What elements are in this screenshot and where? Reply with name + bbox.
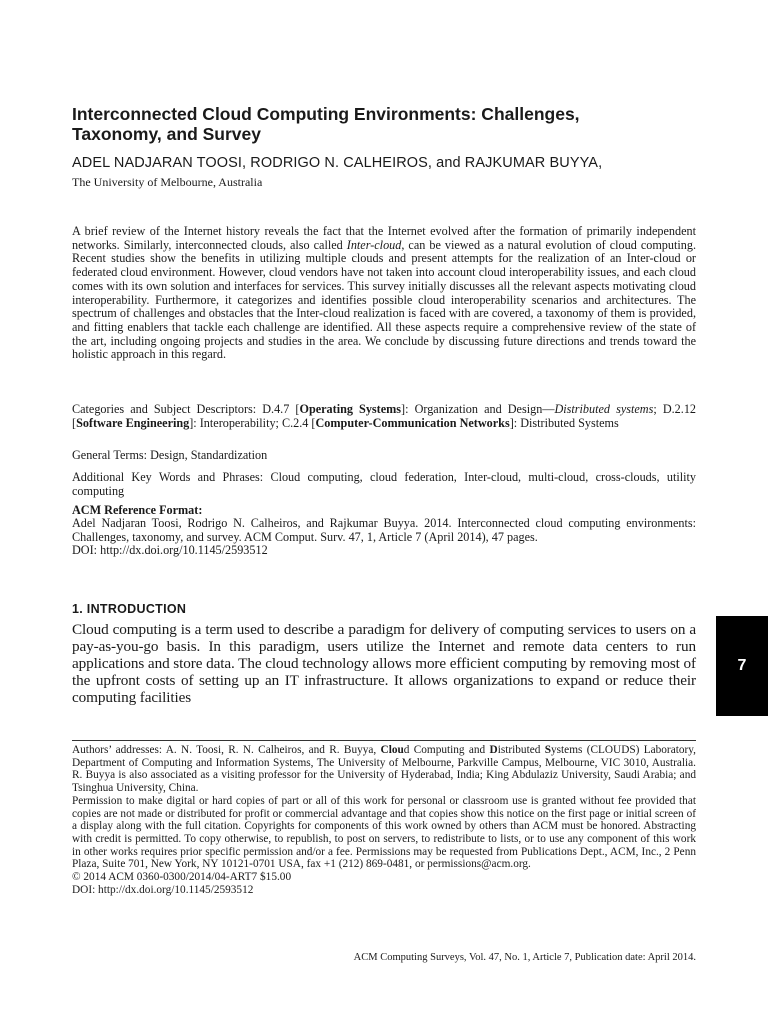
categories-text-2: ]: Organization and Design— bbox=[401, 402, 555, 416]
paper-title bbox=[72, 104, 696, 144]
abstract-part-1: A brief review of the Internet history reveals the fact that the Internet evolved after the formation of primarily independent networks. Similarly, interconnected clouds, also called bbox=[72, 224, 696, 252]
title-line-2: Taxonomy, and Survey bbox=[72, 124, 261, 144]
running-footer: ACM Computing Surveys, Vol. 47, No. 1, Article 7, Publication date: April 2014. bbox=[353, 952, 696, 963]
introduction-paragraph: Cloud computing is a term used to describe a paradigm for delivery of computing services to users on a pay-as-you-go basis. In this paradigm, users utilize the Internet and remote data centers to run applications and store data. The cloud technology allows more efficient computing by removing most of the upfront costs of setting up an IT infrastructure. It allows organizations to expand or reduce their computing facilities bbox=[72, 621, 696, 706]
addresses-text-1: Authors’ addresses: A. N. Toosi, R. N. Calheiros, and R. Buyya, bbox=[72, 744, 381, 756]
authors-addresses bbox=[72, 744, 696, 795]
footnote-block bbox=[72, 744, 696, 896]
footnote-divider bbox=[72, 740, 696, 741]
reference-format-heading: ACM Reference Format: bbox=[72, 503, 203, 517]
author-list: ADEL NADJARAN TOOSI, RODRIGO N. CALHEIROS, and RAJKUMAR BUYYA, bbox=[72, 155, 603, 171]
copyright-notice: © 2014 ACM 0360-0300/2014/04-ART7 $15.00 bbox=[72, 871, 292, 884]
abstract-part-2: , can be viewed as a natural evolution of cloud computing. Recent studies show the benefits in utilizing multiple clouds and present attempts for the realization of an Inter-cloud or federated cloud environment. However, cloud vendors have not taken into account cloud interoperability issues, and each cloud comes with its own solution and interfaces for services. This survey initially discusses all the relevant aspects motivating cloud interoperability. Furthermore, it categorizes and identifies possible cloud interoperability scenarios and architectures. The spectrum of challenges and obstacles that the Inter-cloud realization is faced with are covered, a taxonomy of them is provided, and fitting enablers that tackle each challenge are identified. All these aspects require a comprehensive review of the state of the art, including ongoing projects and studies in the area. We conclude by discussing future directions and trends toward the holistic approach in this regard. bbox=[72, 237, 697, 362]
permission-notice: Permission to make digital or hard copies of part or all of this work for personal or classroom use is granted without fee provided that copies are not made or distributed for profit or commercial advantage and that copies show this notice on the first page or initial screen of a display along with the full citation. Copyrights for components of this work owned by others than ACM must be honored. Abstracting with credit is permitted. To copy otherwise, to republish, to post on servers, to redistribute to lists, or to use any component of this work in other works requires prior specific permission and/or a fee. Permissions may be requested from Publications Dept., ACM, Inc., 2 Penn Plaza, Suite 701, New York, NY 10121-0701 USA, fax +1 (212) 869-0481, or permissions@acm.org. bbox=[72, 794, 696, 871]
categories-bold-2: Software Engineering bbox=[76, 415, 190, 430]
categories-bold-1: Operating Systems bbox=[299, 402, 402, 416]
categories-text-4: ]: Interoperability; C.2.4 [ bbox=[189, 415, 316, 430]
article-number-tab: 7 bbox=[716, 616, 768, 716]
keywords: Additional Key Words and Phrases: Cloud computing, cloud federation, Inter-cloud, multi-cloud, cross-clouds, utility computing bbox=[72, 470, 696, 498]
categories-descriptors bbox=[72, 403, 696, 430]
categories-italic-1: Distributed systems bbox=[554, 402, 654, 416]
reference-doi: DOI: http://dx.doi.org/10.1145/2593512 bbox=[72, 543, 268, 558]
addresses-bold-s: S bbox=[544, 744, 551, 756]
addresses-text-4: ystems (CLOUDS) Laboratory, Department of Computing and Information Systems, The University of Melbourne, Parkville Campus, Melbourne, VIC 3010, Australia. R. Buyya is also associated as a visiting professor for the University of Hyderabad, India; King Abdulaziz University, Saudi Arabia; and Tsinghua University, China. bbox=[72, 744, 696, 795]
addresses-bold-d: D bbox=[489, 744, 498, 756]
abstract-emphasis: Inter-cloud bbox=[346, 237, 402, 252]
section-heading-introduction: 1. INTRODUCTION bbox=[72, 602, 187, 616]
affiliation: The University of Melbourne, Australia bbox=[72, 175, 263, 189]
categories-text-1: Categories and Subject Descriptors: D.4.7 [ bbox=[72, 402, 300, 416]
addresses-text-2: d Computing and bbox=[403, 744, 490, 756]
title-line-1: Interconnected Cloud Computing Environments: Challenges, bbox=[72, 104, 580, 124]
abstract bbox=[72, 225, 696, 362]
reference-citation: Adel Nadjaran Toosi, Rodrigo N. Calheiros, and Rajkumar Buyya. 2014. Interconnected cloud computing environments: Challenges, taxonomy, and survey. ACM Comput. Surv. 47, 1, Article 7 (April 2014), 47 pages. bbox=[72, 516, 696, 544]
categories-text-5: ]: Distributed Systems bbox=[509, 415, 619, 430]
reference-format bbox=[72, 517, 696, 558]
addresses-bold-clou: Clou bbox=[380, 744, 404, 756]
categories-bold-3: Computer-Communication Networks bbox=[315, 415, 510, 430]
footnote-doi: DOI: http://dx.doi.org/10.1145/2593512 bbox=[72, 883, 254, 896]
addresses-text-3: istributed bbox=[497, 744, 545, 756]
general-terms: General Terms: Design, Standardization bbox=[72, 448, 268, 462]
categories-text-3: ; D.2.12 [ bbox=[72, 402, 697, 430]
